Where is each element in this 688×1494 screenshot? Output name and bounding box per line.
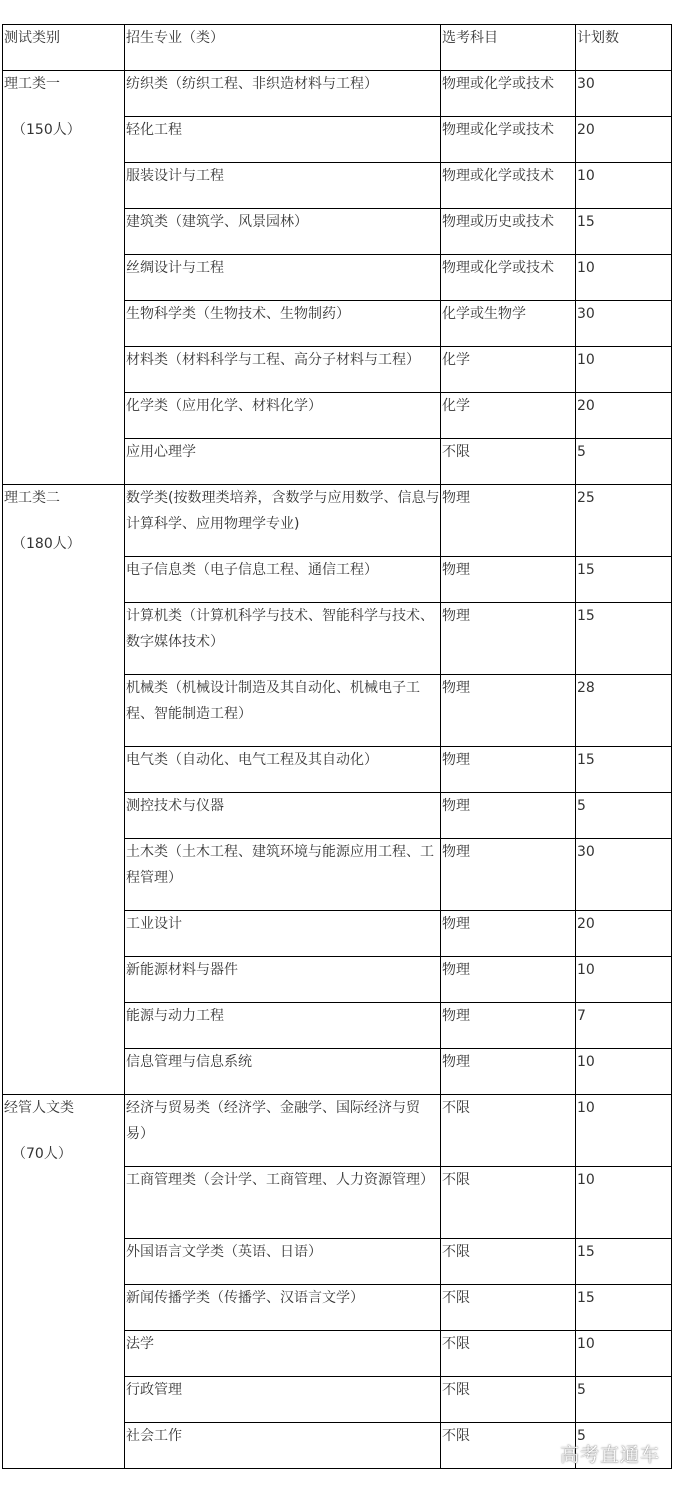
major-cell: 电子信息类（电子信息工程、通信工程） bbox=[125, 557, 441, 603]
subject-cell: 物理 bbox=[441, 793, 576, 839]
subject-cell: 物理 bbox=[441, 485, 576, 557]
header-plan-count: 计划数 bbox=[576, 25, 672, 71]
plan-cell: 7 bbox=[576, 1003, 672, 1049]
plan-cell: 10 bbox=[576, 957, 672, 1003]
category-count: （150人） bbox=[12, 122, 81, 138]
category-cell bbox=[3, 71, 125, 485]
table-row bbox=[3, 71, 672, 117]
major-cell: 纺织类（纺织工程、非织造材料与工程） bbox=[125, 71, 441, 117]
subject-cell: 物理或化学或技术 bbox=[441, 255, 576, 301]
subject-cell: 不限 bbox=[441, 1167, 576, 1239]
subject-cell: 物理 bbox=[441, 557, 576, 603]
subject-cell: 物理 bbox=[441, 839, 576, 911]
plan-cell: 10 bbox=[576, 1049, 672, 1095]
major-cell: 工商管理类（会计学、工商管理、人力资源管理） bbox=[125, 1167, 441, 1239]
subject-cell: 不限 bbox=[441, 1239, 576, 1285]
subject-cell: 不限 bbox=[441, 1095, 576, 1167]
enrollment-plan-table bbox=[2, 24, 672, 1469]
major-cell: 经济与贸易类（经济学、金融学、国际经济与贸易） bbox=[125, 1095, 441, 1167]
plan-cell: 10 bbox=[576, 1331, 672, 1377]
subject-cell: 不限 bbox=[441, 439, 576, 485]
major-cell: 服装设计与工程 bbox=[125, 163, 441, 209]
subject-cell: 化学 bbox=[441, 393, 576, 439]
category-name: 理工类二 bbox=[4, 490, 60, 506]
header-test-category: 测试类别 bbox=[3, 25, 125, 71]
subject-cell: 不限 bbox=[441, 1331, 576, 1377]
table-body bbox=[3, 25, 672, 1469]
major-cell: 应用心理学 bbox=[125, 439, 441, 485]
major-cell: 数学类(按数理类培养，含数学与应用数学、信息与计算科学、应用物理学专业) bbox=[125, 485, 441, 557]
subject-cell: 物理 bbox=[441, 675, 576, 747]
subject-cell: 物理 bbox=[441, 1003, 576, 1049]
subject-cell: 化学 bbox=[441, 347, 576, 393]
plan-cell: 20 bbox=[576, 117, 672, 163]
major-cell: 生物科学类（生物技术、生物制药） bbox=[125, 301, 441, 347]
plan-cell: 10 bbox=[576, 347, 672, 393]
plan-cell: 15 bbox=[576, 557, 672, 603]
subject-cell: 不限 bbox=[441, 1377, 576, 1423]
category-count: （70人） bbox=[12, 1146, 72, 1162]
category-name: 经管人文类 bbox=[4, 1100, 74, 1116]
plan-cell: 25 bbox=[576, 485, 672, 557]
major-cell: 机械类（机械设计制造及其自动化、机械电子工程、智能制造工程） bbox=[125, 675, 441, 747]
plan-cell: 30 bbox=[576, 71, 672, 117]
plan-cell: 10 bbox=[576, 1095, 672, 1167]
plan-cell: 15 bbox=[576, 1285, 672, 1331]
plan-cell: 28 bbox=[576, 675, 672, 747]
major-cell: 轻化工程 bbox=[125, 117, 441, 163]
major-cell: 建筑类（建筑学、风景园林） bbox=[125, 209, 441, 255]
table-row bbox=[3, 1095, 672, 1167]
plan-cell: 15 bbox=[576, 603, 672, 675]
major-cell: 新闻传播学类（传播学、汉语言文学） bbox=[125, 1285, 441, 1331]
major-cell: 化学类（应用化学、材料化学） bbox=[125, 393, 441, 439]
major-cell: 新能源材料与器件 bbox=[125, 957, 441, 1003]
major-cell: 能源与动力工程 bbox=[125, 1003, 441, 1049]
plan-cell: 15 bbox=[576, 1239, 672, 1285]
plan-cell: 10 bbox=[576, 255, 672, 301]
major-cell: 土木类（土木工程、建筑环境与能源应用工程、工程管理） bbox=[125, 839, 441, 911]
plan-cell: 15 bbox=[576, 209, 672, 255]
major-cell: 计算机类（计算机科学与技术、智能科学与技术、数字媒体技术） bbox=[125, 603, 441, 675]
subject-cell: 物理或化学或技术 bbox=[441, 117, 576, 163]
major-cell: 法学 bbox=[125, 1331, 441, 1377]
major-cell: 电气类（自动化、电气工程及其自动化） bbox=[125, 747, 441, 793]
major-cell: 外国语言文学类（英语、日语） bbox=[125, 1239, 441, 1285]
major-cell: 工业设计 bbox=[125, 911, 441, 957]
major-cell: 行政管理 bbox=[125, 1377, 441, 1423]
watermark: 高考直通车 bbox=[559, 1444, 660, 1466]
major-cell: 丝绸设计与工程 bbox=[125, 255, 441, 301]
header-subject: 选考科目 bbox=[441, 25, 576, 71]
plan-cell: 10 bbox=[576, 1167, 672, 1239]
plan-cell: 30 bbox=[576, 839, 672, 911]
subject-cell: 不限 bbox=[441, 1285, 576, 1331]
subject-cell: 物理 bbox=[441, 1049, 576, 1095]
table-row bbox=[3, 485, 672, 557]
subject-cell: 物理或历史或技术 bbox=[441, 209, 576, 255]
header-row bbox=[3, 25, 672, 71]
plan-cell: 20 bbox=[576, 911, 672, 957]
major-cell: 材料类（材料科学与工程、高分子材料与工程） bbox=[125, 347, 441, 393]
plan-cell: 15 bbox=[576, 747, 672, 793]
category-name: 理工类一 bbox=[4, 76, 60, 92]
major-cell: 测控技术与仪器 bbox=[125, 793, 441, 839]
header-major: 招生专业（类） bbox=[125, 25, 441, 71]
subject-cell: 物理或化学或技术 bbox=[441, 71, 576, 117]
category-count: （180人） bbox=[12, 536, 81, 552]
plan-cell: 10 bbox=[576, 163, 672, 209]
plan-cell: 5 bbox=[576, 439, 672, 485]
major-cell: 信息管理与信息系统 bbox=[125, 1049, 441, 1095]
plan-cell: 5 bbox=[576, 1423, 672, 1469]
major-cell: 社会工作 bbox=[125, 1423, 441, 1469]
plan-cell: 5 bbox=[576, 1377, 672, 1423]
subject-cell: 不限 bbox=[441, 1423, 576, 1469]
subject-cell: 物理或化学或技术 bbox=[441, 163, 576, 209]
plan-cell: 30 bbox=[576, 301, 672, 347]
subject-cell: 物理 bbox=[441, 603, 576, 675]
plan-cell: 20 bbox=[576, 393, 672, 439]
subject-cell: 化学或生物学 bbox=[441, 301, 576, 347]
subject-cell: 物理 bbox=[441, 957, 576, 1003]
category-cell bbox=[3, 1095, 125, 1469]
plan-cell: 5 bbox=[576, 793, 672, 839]
subject-cell: 物理 bbox=[441, 747, 576, 793]
category-cell bbox=[3, 485, 125, 1095]
subject-cell: 物理 bbox=[441, 911, 576, 957]
